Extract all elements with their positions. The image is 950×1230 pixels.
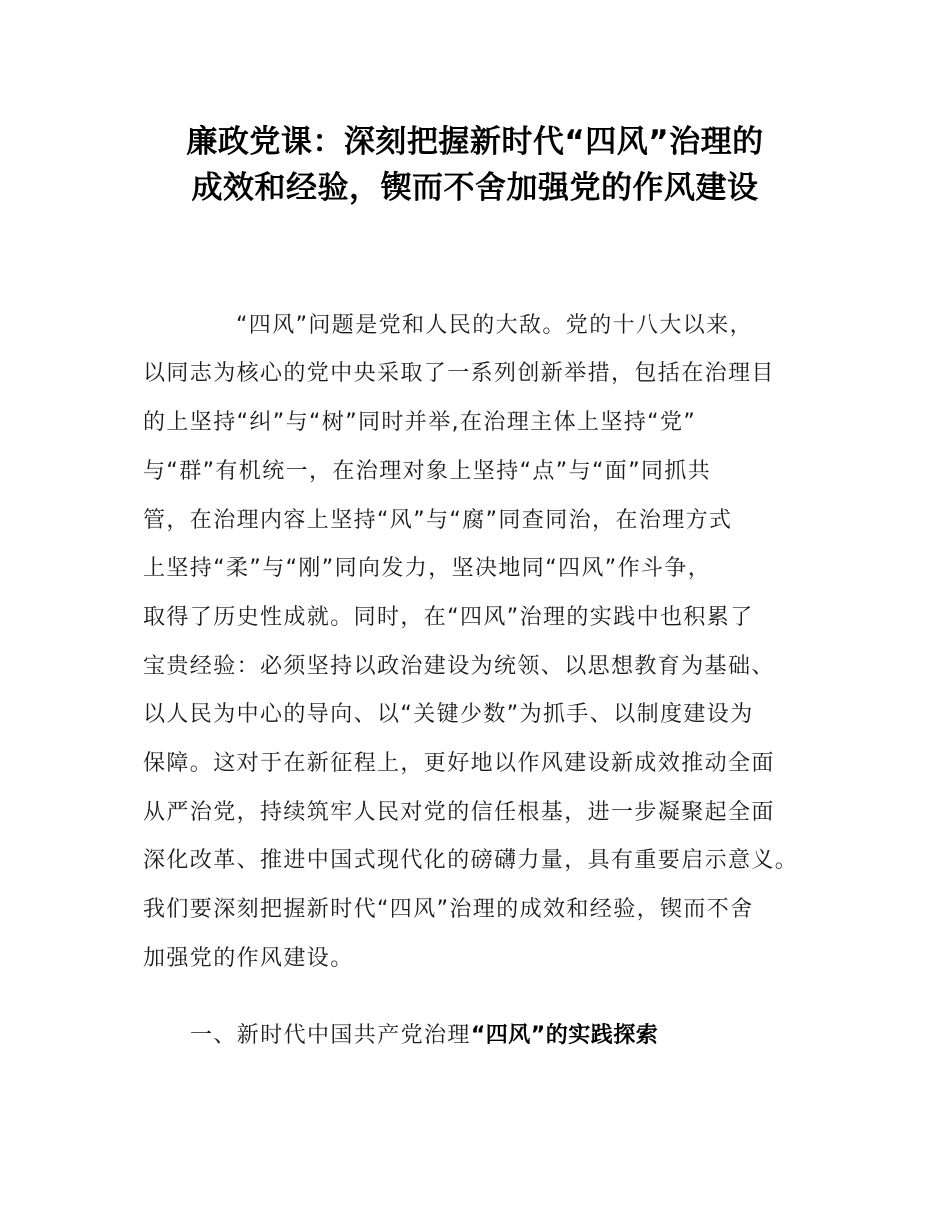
paragraph-line: 取得了历史性成就。同时，在“四风”治理的实践中也积累了 — [143, 605, 754, 630]
section-heading-bold: “四风”的实践探索 — [470, 1023, 659, 1048]
paragraph-line: 与“群”有机统一，在治理对象上坚持“点”与“面”同抓共 — [143, 459, 712, 484]
paragraph-line: 加强党的作风建设。 — [143, 946, 354, 971]
paragraph-line: 从严治党，持续筑牢人民对党的信任根基，进一步凝聚起全面 — [143, 800, 775, 825]
paragraph-line: 深化改革、推进中国式现代化的磅礴力量，具有重要启示意义。 — [143, 848, 799, 873]
document-title-line-1: 廉政党课：深刻把握新时代“四风”治理的 — [186, 124, 764, 160]
section-heading-regular: 一、新时代中国共产党治理 — [190, 1023, 471, 1048]
paragraph-line: 以人民为中心的导向、以“关键少数”为抓手、以制度建设为 — [143, 702, 754, 727]
document-title-line-2: 成效和经验，锲而不舍加强党的作风建设 — [191, 170, 759, 206]
paragraph-line: 管，在治理内容上坚持“风”与“腐”同查同治，在治理方式 — [143, 508, 733, 533]
paragraph-line: “四风”问题是党和人民的大敌。党的十八大以来， — [236, 313, 753, 338]
paragraph-line: 宝贵经验：必须坚持以政治建设为统领、以思想教育为基础、 — [143, 654, 775, 679]
paragraph-line: 保障。这对于在新征程上，更好地以作风建设新成效推动全面 — [143, 751, 775, 776]
paragraph-line: 我们要深刻把握新时代“四风”治理的成效和经验，锲而不舍 — [143, 897, 754, 922]
section-heading — [190, 1021, 658, 1051]
paragraph-line: 的上坚持“纠”与“树”同时并举,在治理主体上坚持“党” — [143, 410, 697, 435]
paragraph-line: 以同志为核心的党中央采取了一系列创新举措，包括在治理目 — [143, 361, 775, 386]
paragraph-line: 上坚持“柔”与“刚”同向发力，坚决地同“四风”作斗争， — [143, 556, 712, 581]
